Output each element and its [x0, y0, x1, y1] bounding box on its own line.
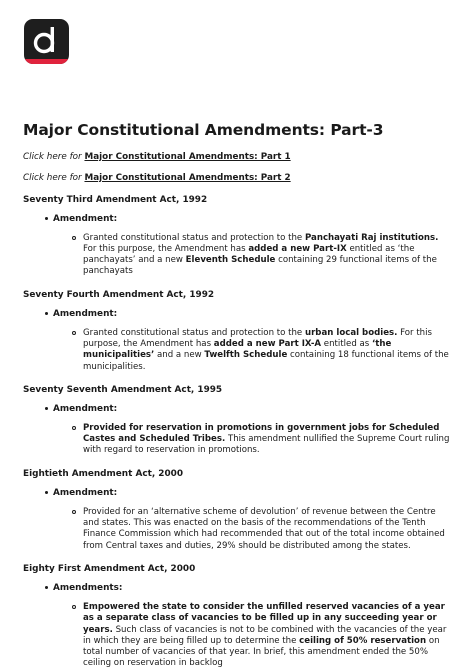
amendment-label [23, 404, 453, 414]
bullet-dot-icon [45, 312, 48, 315]
section-title: Seventy Seventh Amendment Act, 1995 [23, 384, 223, 395]
link-prefix: Click here for [23, 152, 85, 162]
section-title: Seventy Third Amendment Act, 1992 [23, 194, 208, 205]
amendment-label-text: Amendment: [53, 403, 118, 414]
amendment-text: Provided for reservation in promotions in government jobs for Scheduled Castes and Scheduled Tribes. This amendment nullified the Supreme Court ruling with regard to reservation in promotions. [23, 423, 453, 457]
bullet-dot-icon [45, 491, 48, 494]
bullet-dot-icon [45, 586, 48, 589]
amendment-text: Granted constitutional status and protection to the Panchayati Raj institutions. For this purpose, the Amendment has added a new Part-IX entitled as ‘the panchayats’ and a new Eleventh Schedule containing 29 functional items of the panchayats [23, 233, 453, 278]
section-81st [23, 564, 453, 670]
amendment-label [23, 488, 453, 498]
section-title: Seventy Fourth Amendment Act, 1992 [23, 289, 215, 300]
amendment-text: Granted constitutional status and protection to the urban local bodies. For this purpose, the Amendment has added a new Part IX-A entitled as ‘the municipalities’ and a new Twelfth Schedule containing 18 functional items of the municipalities. [23, 328, 453, 373]
bullet-dot-icon [45, 217, 48, 220]
circle-bullet-icon [72, 605, 76, 609]
amendment-label-text: Amendment: [53, 308, 118, 319]
link-line-1 [23, 152, 453, 162]
circle-bullet-icon [72, 331, 76, 335]
bullet-dot-icon [45, 407, 48, 410]
section-title: Eightieth Amendment Act, 2000 [23, 468, 183, 479]
amendment-text: Empowered the state to consider the unfilled reserved vacancies of a year as a separate class of vacancies to be filled up in any succeeding year or years. Such class of vacancies is not to be combined with the vacancies of the year in which they are being filled up to determine the ceiling of 50% reservation on total number of vacancies of that year. In brief, this amendment ended the 50% ceiling on reservation in backlog [23, 602, 453, 670]
circle-bullet-icon [72, 426, 76, 430]
amendment-text: Provided for an ‘alternative scheme of devolution’ of revenue between the Centre and states. This was enacted on the basis of the recommendations of the Tenth Finance Commission which had recommended that out of the total income obtained from Central taxes and duties, 29% should be distributed among the states. [23, 507, 453, 552]
amendment-label [23, 583, 453, 593]
section-73rd [23, 195, 453, 278]
link-line-2 [23, 173, 453, 183]
circle-bullet-icon [72, 236, 76, 240]
link-prefix: Click here for [23, 172, 85, 183]
app-logo[interactable] [24, 19, 69, 64]
d-logo-icon [24, 19, 69, 64]
amendment-label [23, 214, 453, 224]
logo-accent-bar [24, 59, 69, 64]
section-80th [23, 469, 453, 552]
circle-bullet-icon [72, 510, 76, 514]
document-body [23, 121, 453, 670]
amendment-label-text: Amendment: [53, 487, 118, 498]
amendment-label [23, 309, 453, 319]
part2-link[interactable]: Major Constitutional Amendments: Part 2 [84, 172, 291, 183]
section-74th [23, 290, 453, 373]
section-77th [23, 385, 453, 457]
amendment-label-text: Amendment: [53, 213, 118, 224]
section-title: Eighty First Amendment Act, 2000 [23, 563, 196, 574]
amendment-label-text: Amendments: [53, 582, 123, 593]
part1-link[interactable]: Major Constitutional Amendments: Part 1 [84, 152, 291, 162]
page-title: Major Constitutional Amendments: Part-3 [23, 121, 384, 139]
